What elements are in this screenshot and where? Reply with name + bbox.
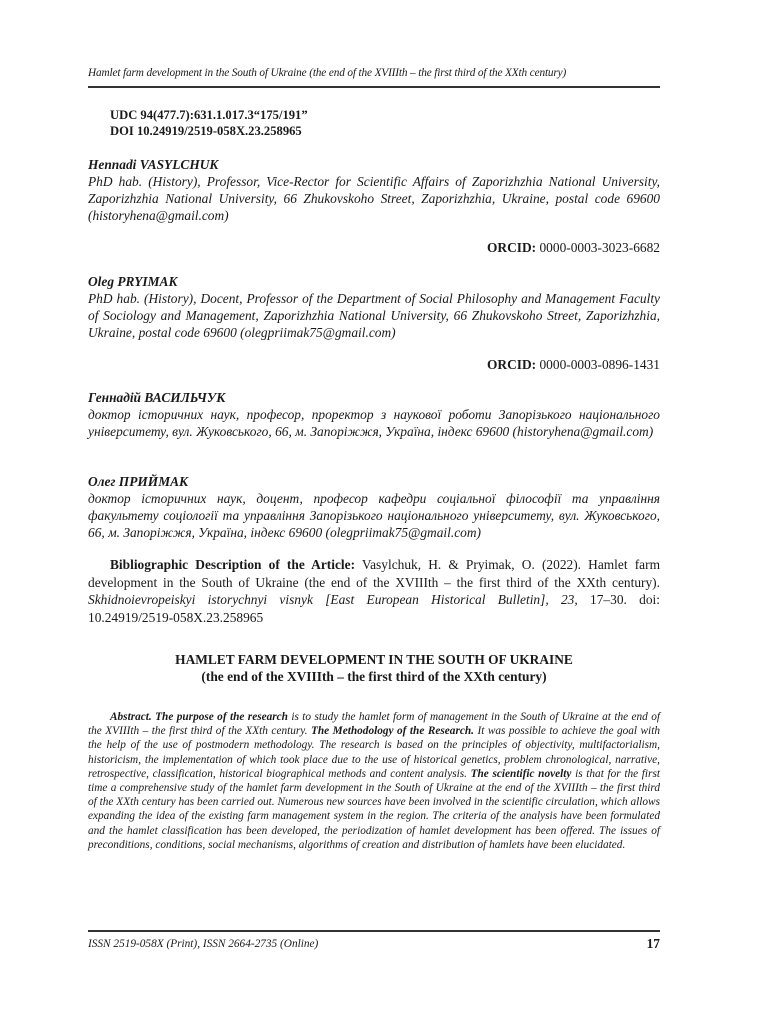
author-en-1 — [88, 156, 660, 224]
article-identifiers — [110, 107, 308, 139]
journal-name: Skhidnoievropeiskyi istorychnyi visnyk [East European Historical Bulletin], 23, — [88, 592, 578, 607]
author-name: Hennadi VASYLCHUK — [88, 157, 219, 172]
methodology-text: It was possible to achieve the goal with the help of the use of postmodern methodology. The research is based on the principles of objectivity, multifactorialism, historicism, the implementation of which took place due to the use of historical genetics, problem chronological, narrative, retrospective, classification, historical biographical methods and content analysis. — [88, 725, 660, 780]
author-affiliation: PhD hab. (History), Docent, Professor of the Department of Social Philosophy and Management Faculty of Sociology and Management, Zaporizhzhia National University, 66 Zhukovskoho Street, Zaporizhzhia, Ukraine, postal code 69600 (olegpriimak75@gmail.com) — [88, 291, 660, 340]
author-name: Геннадій ВАСИЛЬЧУК — [88, 390, 226, 405]
article-subtitle: (the end of the XVIIIth – the first third of the XXth century) — [201, 669, 547, 684]
methodology-label: The Methodology of the Research. — [310, 725, 474, 738]
author-name: Oleg PRYIMAK — [88, 274, 178, 289]
abstract — [88, 710, 660, 852]
citation-label: Bibliographic Description of the Article: — [110, 557, 356, 572]
purpose-label: The purpose of the research — [155, 711, 288, 723]
author-uk-2 — [88, 473, 660, 541]
article-title: HAMLET FARM DEVELOPMENT IN THE SOUTH OF UKRAINE — [175, 652, 573, 667]
author-affiliation: PhD hab. (History), Professor, Vice-Rector for Scientific Affairs of Zaporizhzhia National University, Zaporizhzhia National University, 66 Zhukovskoho Street, Zaporizhzhia, Ukraine, postal code 69600 (historyhena@gmail.com) — [88, 174, 660, 223]
author-name: Олег ПРИЙМАК — [88, 474, 189, 489]
orcid-id: 0000-0003-3023-6682 — [539, 240, 660, 255]
orcid-line-2 — [88, 356, 660, 373]
abstract-label: Abstract. — [110, 711, 152, 723]
citation-pages-doi: 17–30. doi: 10.24919/2519-058X.23.258965 — [88, 592, 660, 625]
footer-rule — [88, 930, 660, 932]
orcid-line-1 — [88, 239, 660, 256]
page-number: 17 — [646, 936, 660, 951]
novelty-text: is that for the first time a comprehensive study of the hamlet farm development in the South of Ukraine at the end of the XVIIIth – the first third of the XXth century has been carried out. Numerous new sources have been involved in the scientific circulation, which allows expanding the idea of the existing farm management system in the region. The criteria of the analysis have been formulated and the hamlet classification has been developed, the periodization of hamlet development has been offered. The issues of preconditions, conditions, social mechanisms, algorithms of creation and distribution of hamlets have been elucidated. — [88, 767, 660, 851]
orcid-label: ORCID: — [487, 240, 537, 255]
running-head: Hamlet farm development in the South of Ukraine (the end of the XVIIIth – the first third of the XXth century) — [88, 67, 567, 79]
doi-code: DOI 10.24919/2519-058X.23.258965 — [110, 124, 302, 138]
author-uk-1 — [88, 389, 660, 440]
header-rule — [88, 86, 660, 88]
orcid-id: 0000-0003-0896-1431 — [539, 357, 660, 372]
purpose-text: is to study the hamlet form of management in the South of Ukraine at the end of the XVIIIth – the first third of the XXth century. — [88, 711, 660, 738]
author-affiliation: доктор історичних наук, професор, проректор з наукової роботи Запорізького національного університету, вул. Жуковського, 66, м. Запоріжжя, Україна, індекс 69600 (historyhena@gmail.com) — [88, 407, 660, 439]
orcid-label: ORCID: — [487, 357, 537, 372]
udc-code: UDC 94(477.7):631.1.017.3“175/191” — [110, 108, 308, 122]
citation-text: Vasylchuk, H. & Pryimak, O. (2022). Hamlet farm development in the South of Ukraine (the end of the XVIIIth – the first third of the XXth century). — [88, 557, 660, 590]
novelty-label: The scientific novelty — [470, 767, 572, 780]
author-en-2 — [88, 273, 660, 341]
author-affiliation: доктор історичних наук, доцент, професор кафедри соціальної філософії та управління факультету соціології та управління Запорізького національного університету, вул. Жуковського, 66, м. Запоріжжя, Україна, індекс 69600 (olegpriimak75@gmail.com) — [88, 491, 660, 540]
issn-footer: ISSN 2519-058X (Print), ISSN 2664-2735 (Online) — [88, 938, 319, 950]
bibliographic-description — [88, 556, 660, 626]
